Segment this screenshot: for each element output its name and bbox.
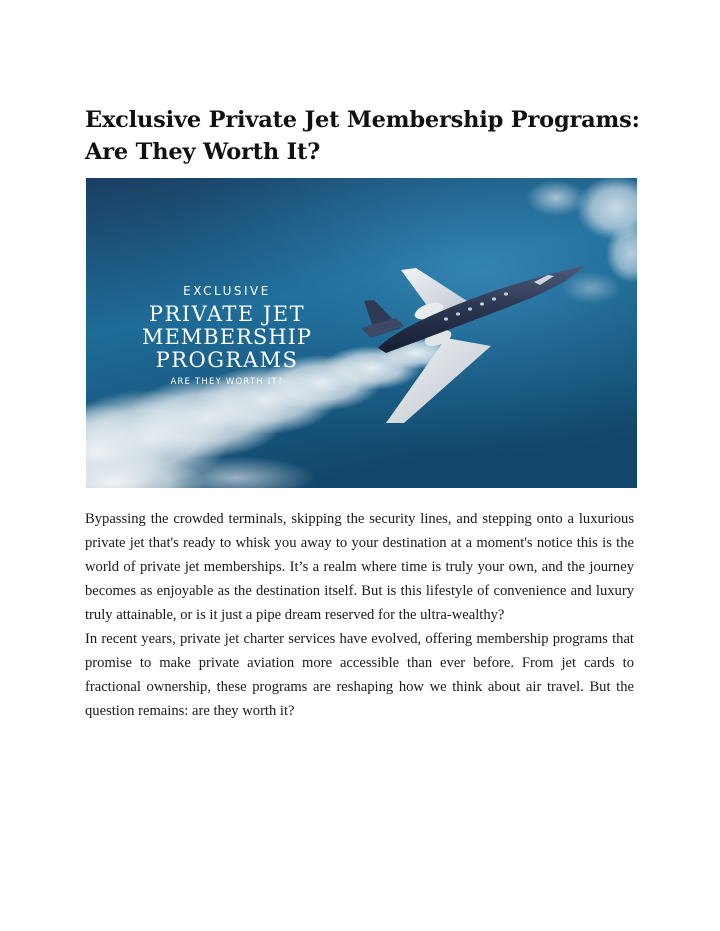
hero-image (86, 178, 637, 488)
hero-overlay-line-1: EXCLUSIVE (183, 284, 271, 298)
paragraph-recent-years: In recent years, private jet charter services have evolved, offering membership programs that promise to make private aviation more accessible than ever before. From jet cards to fractional ownership, these programs are reshaping how we think about air travel. But the question remains: are they worth it? (85, 631, 634, 719)
page-title: Exclusive Private Jet Membership Programs: Are They Worth It? (85, 107, 640, 165)
hero-overlay-line-2: PRIVATE JET (148, 302, 306, 326)
article-body (85, 507, 634, 723)
paragraph-intro: Bypassing the crowded terminals, skipping the security lines, and stepping onto a luxurious private jet that's ready to whisk you away to your destination at a moment's notice this is the world of private jet memberships. It’s a realm where time is truly your own, and the journey becomes as enjoyable as the destination itself. But is this lifestyle of convenience and luxury truly attainable, or is it just a pipe dream reserved for the ultra-wealthy? (85, 511, 634, 623)
hero-illustration (86, 178, 637, 488)
hero-overlay-line-4: PROGRAMS (155, 348, 299, 372)
hero-overlay-line-5: ARE THEY WORTH IT? (170, 377, 284, 387)
hero-overlay-line-3: MEMBERSHIP (141, 325, 313, 349)
